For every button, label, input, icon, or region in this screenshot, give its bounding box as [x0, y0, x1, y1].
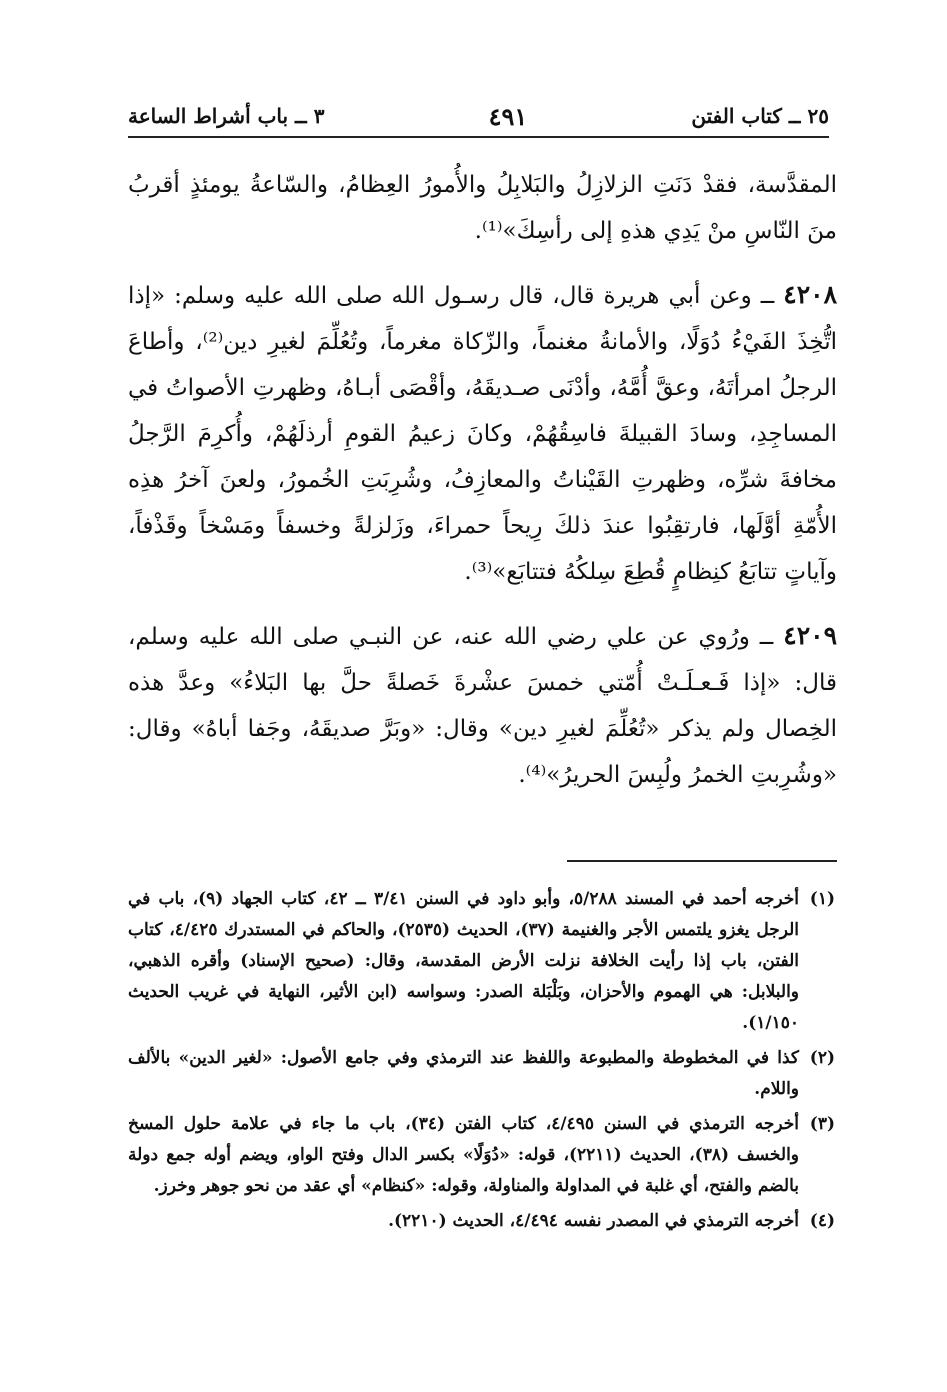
footnote-number: (١) [809, 889, 835, 909]
footnote-3 [128, 1109, 835, 1202]
footnote-text: أخرجه أحمد في المسند ٥/٢٨٨، وأبو داود في السنن ٣/٤١ ــ ٤٢، كتاب الجهاد (٩)، باب في الرجل يغزو يلتمس الأجر والغنيمة (٣٧)، الحديث (٢٥٣٥)، والحاكم في المستدرك ٤/٤٢٥، كتاب الفتن، باب إذا رأيت الخلافة نزلت الأرض المقدسة، وقال: (صحيح الإسناد) وأقره الذهبي، والبلابل: هي الهموم والأحزان، وبَلْبَلة الصدر: وسواسه (ابن الأثير، النهاية في غريب الحديث ١/١٥٠). [128, 889, 800, 1033]
footnote-text: أخرجه الترمذي في المصدر نفسه ٤/٤٩٤، الحديث (٢٢١٠). [388, 1211, 799, 1231]
footnote-text: كذا في المخطوطة والمطبوعة واللفظ عند الترمذي وفي جامع الأصول: «لغير الدين» بالألف واللام. [128, 1048, 799, 1099]
footnote-text: أخرجه الترمذي في السنن ٤/٤٩٥، كتاب الفتن (٣٤)، باب ما جاء في علامة حلول المسخ والخسف (٣٨)، الحديث (٢٢١١)، قوله: «دُوَلًا» بكسر الدال وفتح الواو، ويضم أوله جمع دولة بالضم والفتح، أي غلبة في المداولة والمناولة، وقوله: «كنظام» أي عقد من نحو جوهر وخرز. [128, 1114, 800, 1196]
hadith-text: ــ وعن أبي هريرة قال، قال رسـول الله صلى الله عليه وسلم: «إذا اتُّخِذَ الفَيْءُ دُوَلًا، والأمانةُ مغنماً، والزّكاة مغرماً، وتُعُلِّمَ لغيرِ دين⁽²⁾، وأطاعَ الرجلُ امرأتَهُ، وعقَّ أُمَّهُ، وأدْنَى صـديقَهُ، وأقْصَى أبـاهُ، وظهرتِ الأصواتُ في المساجِدِ، وسادَ القبيلةَ فاسِقُهُمْ، وكانَ زعيمُ القومِ أرذلَهُمْ، وأُكرِمَ الرَّجلُ مخافةَ شرِّه، وظهرتِ القَيْناتُ والمعازِفُ، وشُرِبَتِ الخُمورُ، ولعنَ آخرُ هذِه الأُمّةِ أوَّلَها، فارتقِبُوا عندَ ذلكَ رِيحاً حمراءَ، وزَلزلةً وخسفاً ومَسْخاً وقَذْفاً، وآياتٍ تتابَعُ كنِظامٍ قُطِعَ سِلكُهُ فتتابَع»⁽³⁾. [128, 283, 837, 585]
paragraph-text: المقدَّسة، فقدْ دَنَتِ الزلازِلُ والبَلابِلُ والأُمورُ العِظامُ، والسّاعةُ يومئذٍ أقربُ منَ النّاسِ منْ يَدِي هذهِ إلى رأسِكَ»⁽¹⁾. [128, 172, 837, 244]
footnotes [128, 884, 835, 1241]
main-text [128, 162, 837, 816]
footnote-number: (٣) [809, 1114, 835, 1134]
footnote-1 [128, 884, 835, 1039]
chapter-title: ٢٥ ــ كتاب الفتن [691, 104, 829, 128]
hadith-4209 [128, 613, 837, 798]
paragraph-continuation [128, 162, 837, 254]
footnote-number: (٤) [809, 1211, 835, 1231]
hadith-number: ٤٢٠٨ [783, 280, 838, 309]
footnote-number: (٢) [809, 1048, 835, 1068]
running-header [128, 96, 829, 138]
footnote-2 [128, 1043, 835, 1105]
hadith-4208 [128, 272, 837, 595]
section-title: ٣ ــ باب أشراط الساعة [128, 104, 325, 128]
hadith-text: ــ ورُوي عن علي رضي الله عنه، عن النبـي صلى الله عليه وسلم، قال: «إذا فَـعـلَـتْ أُمّتي خمسَ عشْرةَ خَصلةً حلَّ بها البَلاءُ» وعدَّ هذه الخِصال ولم يذكر «تُعُلِّمَ لغيرِ دين» وقال: «وبَرَّ صديقَهُ، وجَفا أباهُ» وقال: «وشُرِبتِ الخمرُ ولُبِسَ الحريرُ»⁽⁴⁾. [128, 624, 837, 788]
page-number: ٤٩١ [488, 101, 528, 131]
hadith-number: ٤٢٠٩ [783, 621, 837, 650]
footnote-separator [567, 860, 837, 862]
footnote-4 [128, 1206, 835, 1237]
